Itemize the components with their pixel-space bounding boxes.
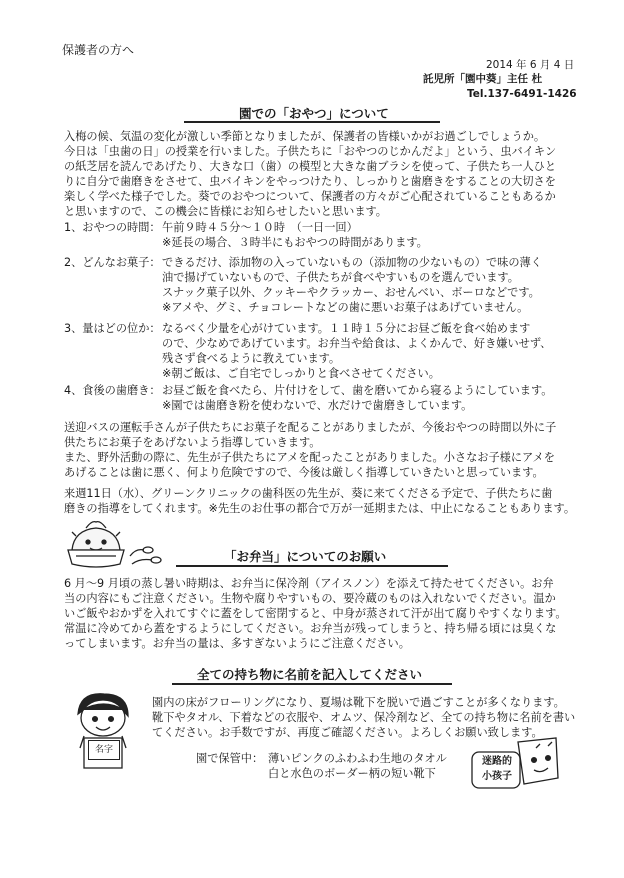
names-title-underline [172,683,452,685]
names-line: 靴下やタオル、下着などの衣服や、オムツ、保冷剤など、全ての持ち物に名前を書い [152,711,576,724]
lost-item: 白と水色のボーダー柄の短い靴下 [268,767,436,780]
item-line: ※園では歯磨き粉を使わないで、水だけで歯磨きしています。 [162,399,473,412]
snack-title: 園での「おやつ」について [239,106,389,121]
intro-line: 入梅の候、気温の変化が激しい季節となりましたが、保護者の皆様いかがお過ごしでしょうか。 [64,130,546,143]
bento-line: ってしまいます。お弁当の量は、多すぎないようにご注意ください。 [64,637,410,650]
names-line: てください。お手数ですが、再度ご確認ください。よろしくお願い致します。 [152,726,543,739]
sender: 託児所「園中葵」主任 杜 [423,73,543,85]
bento-line: 6 月～9 月頃の蒸し暑い時期は、お弁当に保冷剤（アイスノン）を添えて持たせてください。お弁 [64,577,554,590]
name-badge: 名字 [88,740,120,760]
item-line: できるだけ、添加物の入っていないもの（添加物の少ないもの）で味の薄く [162,256,542,269]
bento-title: 「お弁当」についてのお願い [224,549,387,564]
snack-title-underline [184,121,440,123]
item-line: スナック菓子以外、クッキーやクラッカー、おせんべい、ボーロなどです。 [162,286,540,299]
item-label-brushing: 4、食後の歯磨き： [64,384,161,397]
item-line: ※朝ご飯は、ご自宅でしっかりと食べさせてください。 [162,367,440,380]
notes-line: あげることは歯に悪く、何より危険ですので、今後は厳しく指導していきたいと思っています。 [64,466,544,479]
dentist-line: 来週11日（水）、グリーンクリニックの歯科医の先生が、葵に来てくださる予定で、子供たちに歯 [64,487,553,500]
addressee: 保護者の方へ [62,43,135,57]
bento-line: 当の内容にもご注意ください。生物や腐りやすいもの、要冷蔵のものは入れないでください。温か [64,592,556,605]
item-line: お昼ご飯を食べたら、片付けをして、歯を磨いてから寝るようにしています。 [162,384,553,397]
item-line: なるべく少量を心がけています。１１時１５分にお昼ご飯を食べ始めます [162,322,531,335]
notes-line: 供たちにお菓子をあげないよう指導していきます。 [64,436,321,449]
sticker-text-top: 迷路的 [482,756,512,767]
item-line: ※延長の場合、３時半にもおやつの時間があります。 [162,236,428,249]
item-label-amount: 3、量はどの位か： [64,322,161,335]
intro-line: と思いますので、この機会に皆様にお知らせしたいと思います。 [64,205,387,218]
lunchbox-illustration [66,516,176,576]
item-line: 油で揚げていないもので、子供たちが食べやすいものを選んでいます。 [162,271,519,284]
dentist-line: 磨きの指導をしてくれます。※先生のお仕事の都合で万が一延期または、中止になることもあります。 [64,502,576,515]
lost-item: 薄いピンクのふわふわ生地のタオル [268,752,447,765]
intro-line: りに自分で歯磨きをさせて、虫バイキンをやっつけたり、しっかりと歯磨きをすることの大切さを [64,175,556,188]
telephone: Tel.137-6491-1426 [467,88,577,100]
intro-line: の紙芝居を読んであげたり、大きな口（歯）の模型と大きな歯ブラシを使って、子供たち一人ひと [64,160,557,173]
intro-line: 今日は「虫歯の日」の授業を行いました。子供たちに「おやつのじかんだよ」という、虫バイキン [64,145,557,158]
sticker-text-bottom: 小孩子 [482,771,512,782]
intro-line: 楽しく学べた様子でした。葵でのおやつについて、保護者の方々がご心配されていることもあるか [64,190,556,203]
notes-line: また、野外活動の際に、先生が子供たちにアメを配ったことがありました。小さなお子様にアメを [64,451,555,464]
date: 2014 年 6 月 4 日 [486,59,575,71]
item-line: ので、少なめであげています。お弁当や給食は、よくかんで、好き嫌いせず、 [162,337,552,350]
bento-line: いご飯やおかずを入れてすぐに蓋をして密閉すると、中身が蒸されて汗が出て腐りやすくなります。 [64,607,567,620]
item-line: 残さず食べるように教えています。 [162,352,341,365]
item-label-time: 1、おやつの時間： [64,221,161,234]
bento-line: 常温に冷めてから蓋をするようにしてください。お弁当が残ってしまうと、持ち帰る頃には臭くな [64,622,557,635]
bento-title-underline [176,565,448,567]
notes-line: 送迎バスの運転手さんが子供たちにお菓子を配ることがありましたが、今後おやつの時間以外に子 [64,421,557,434]
lost-found-label: 園で保管中： [196,752,264,765]
item-line: 午前９時４５分～１０時 （一日一回） [162,221,358,234]
item-line: ※アメや、グミ、チョコレートなどの歯に悪いお菓子はあげていません。 [162,301,529,314]
item-label-sweets: 2、どんなお菓子： [64,256,161,269]
names-line: 園内の床がフローリングになり、夏場は靴下を脱いで過ごすことが多くなります。 [152,696,565,709]
names-title: 全ての持ち物に名前を記入してください [197,667,423,682]
